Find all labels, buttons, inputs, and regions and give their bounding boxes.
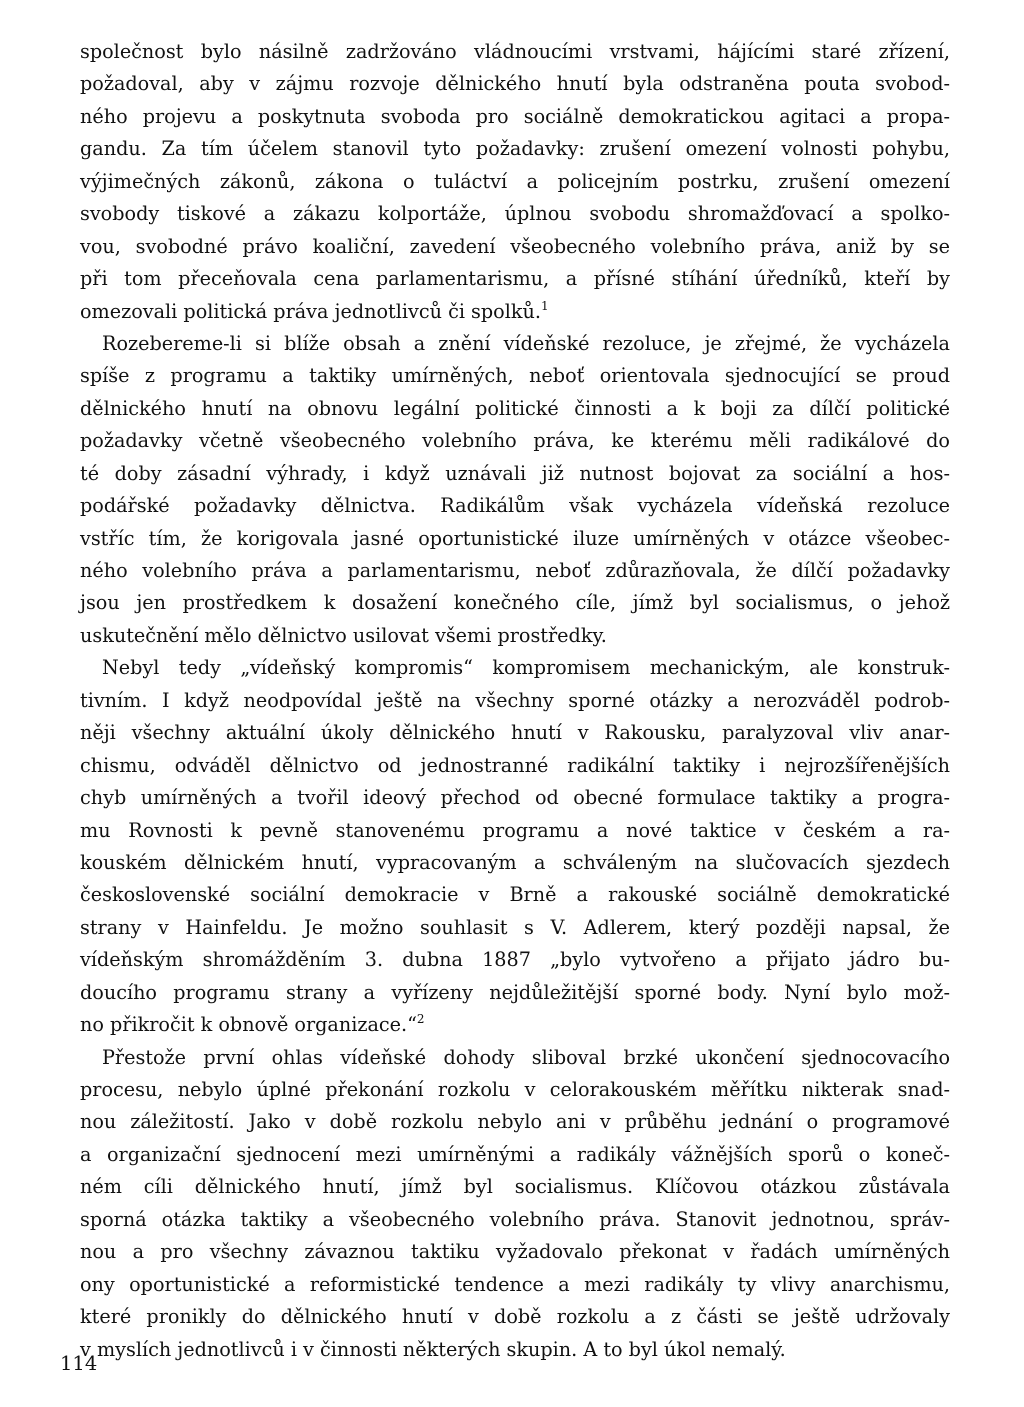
text-line: chyb umírněných a tvořil ideový přechod od obecné formulace taktiky a progra- (80, 786, 950, 810)
text-line: nou záležitostí. Jako v době rozkolu nebylo ani v průběhu jednání o programové (80, 1110, 950, 1134)
text-line: uskutečnění mělo dělnictvo usilovat všemi prostředky. (80, 623, 607, 647)
paragraph (80, 36, 950, 328)
footnote-ref: 1 (540, 298, 549, 313)
text-line: jsou jen prostředkem k dosažení konečného cíle, jímž byl socialismus, o jehož (80, 591, 950, 615)
text-line: Nebyl tedy „vídeňský kompromis“ kompromisem mechanickým, ale konstruk- (102, 656, 950, 680)
text-line: vídeňským shromážděním 3. dubna 1887 „bylo vytvořeno a přijato jádro bu- (80, 948, 950, 972)
text-line: strany v Hainfeldu. Je možno souhlasit s V. Adlerem, který později napsal, že (80, 915, 950, 939)
text-line: sporná otázka taktiky a všeobecného volebního práva. Stanovit jednotnou, správ- (80, 1207, 950, 1231)
page-body (80, 36, 950, 1366)
text-line: doucího programu strany a vyřízeny nejdůležitější sporné body. Nyní bylo mož- (80, 980, 950, 1004)
text-line: gandu. Za tím účelem stanovil tyto požadavky: zrušení omezení volnosti pohybu, (80, 137, 950, 161)
text-line: mu Rovnosti k pevně stanovenému programu a nové taktice v českém a ra- (80, 818, 950, 842)
text-line: svobody tiskové a zákazu kolportáže, úplnou svobodu shromažďovací a spolko- (80, 202, 950, 226)
text-line: nou a pro všechny závaznou taktiku vyžadovalo překonat v řadách umírněných (80, 1240, 950, 1264)
paragraph (80, 1042, 950, 1366)
text-line: vstříc tím, že korigovala jasné oportunistické iluze umírněných v otázce všeobec- (80, 526, 950, 550)
text-line: tivním. I když neodpovídal ještě na všechny sporné otázky a nerozváděl podrob- (80, 688, 950, 712)
text-line: československé sociální demokracie v Brně a rakouské sociálně demokratické (80, 883, 950, 907)
text-line (80, 296, 950, 328)
text-line: ného projevu a poskytnuta svoboda pro sociálně demokratickou agitaci a propa- (80, 104, 950, 128)
text-line: ném cíli dělnického hnutí, jímž byl socialismus. Klíčovou otázkou zůstávala (80, 1175, 950, 1199)
text-line: Přestože první ohlas vídeňské dohody sliboval brzké ukončení sjednocovacího (102, 1045, 950, 1069)
paragraph (80, 328, 950, 652)
text-line: a organizační sjednocení mezi umírněnými a radikály vážnějších sporů o koneč- (80, 1142, 950, 1166)
text-line: ného volebního práva a parlamentarismu, neboť zdůrazňovala, že dílčí požadavky (80, 559, 950, 582)
text-line: podářské požadavky dělnictva. Radikálům však vycházela vídeňská rezoluce (80, 494, 950, 518)
text-line: spíše z programu a taktiky umírněných, neboť orientovala sjednocující se proud (80, 364, 950, 388)
text-line: ony oportunistické a reformistické tendence a mezi radikály ty vlivy anarchismu, (80, 1272, 950, 1296)
text-line: té doby zásadní výhrady, i když uznávali již nutnost bojovat za sociální a hos- (80, 461, 950, 485)
text-line-content: no přikročit k obnově organizace.“ (80, 1013, 417, 1037)
text-line: dělnického hnutí na obnovu legální politické činnosti a k boji za dílčí politické (80, 396, 950, 420)
text-line: při tom přeceňovala cena parlamentarismu, a přísné stíhání úředníků, kteří by (80, 267, 950, 291)
text-line-content: omezovali politická práva jednotlivců či spolků. (80, 299, 541, 323)
text-line: požadoval, aby v zájmu rozvoje dělnického hnutí byla odstraněna pouta svobod- (80, 72, 950, 96)
text-line (80, 1009, 950, 1041)
footnote-ref: 2 (416, 1012, 425, 1027)
text-line: které pronikly do dělnického hnutí v době rozkolu a z části se ještě udržovaly (80, 1305, 950, 1329)
text-line: společnost bylo násilně zadržováno vládnoucími vrstvami, hájícími staré zřízení, (80, 40, 950, 63)
paragraph (80, 652, 950, 1041)
page-number: 114 (60, 1352, 98, 1375)
text-line: něji všechny aktuální úkoly dělnického hnutí v Rakousku, paralyzoval vliv anar- (80, 721, 950, 745)
text-line: požadavky včetně všeobecného volebního práva, ke kterému měli radikálové do (80, 429, 950, 453)
text-line: kouském dělnickém hnutí, vypracovaným a schváleným na slučovacích sjezdech (80, 850, 950, 874)
text-line: výjimečných zákonů, zákona o tuláctví a policejním postrku, zrušení omezení (80, 169, 950, 193)
text-line: procesu, nebylo úplné překonání rozkolu v celorakouském měřítku nikterak snad- (80, 1078, 950, 1101)
text-line: chismu, odváděl dělnictvo od jednostranné radikální taktiky i nejrozšířenějších (80, 753, 950, 777)
text-line: v myslích jednotlivců i v činnosti některých skupin. A to byl úkol nemalý. (80, 1337, 786, 1361)
text-line: Rozebereme-li si blíže obsah a znění vídeňské rezoluce, je zřejmé, že vycházela (102, 331, 950, 355)
text-line: vou, svobodné právo koaliční, zavedení všeobecného volebního práva, aniž by se (80, 234, 950, 258)
